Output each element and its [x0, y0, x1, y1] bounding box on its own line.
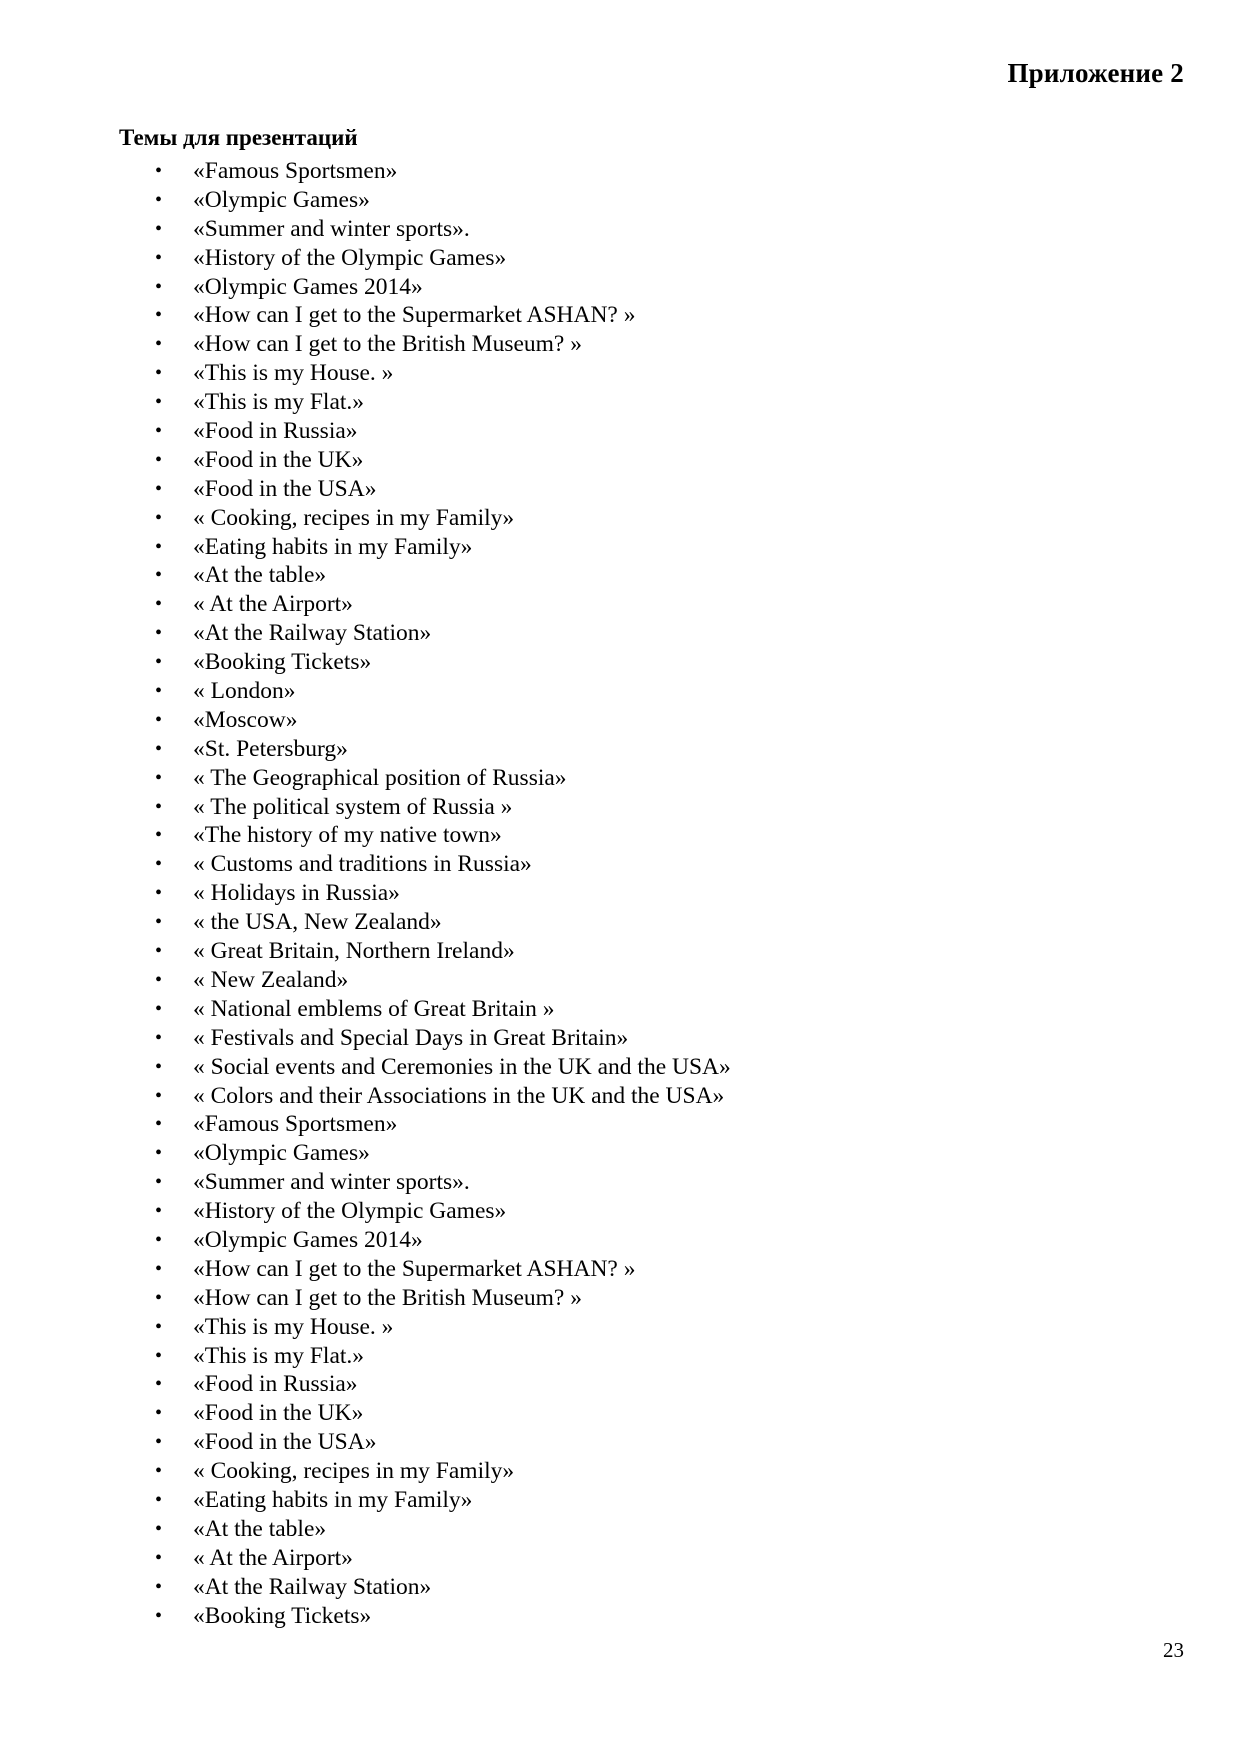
- bullet-icon: •: [155, 362, 163, 385]
- topic-text: «Food in Russia»: [193, 418, 358, 445]
- topic-text: «Famous Sportsmen»: [193, 158, 398, 184]
- bullet-icon: •: [155, 246, 163, 269]
- topic-text: «Summer and winter sports».: [193, 1169, 470, 1196]
- topic-text: «Food in the UK»: [193, 1400, 364, 1427]
- topic-text: «This is my House. »: [193, 360, 394, 387]
- topic-text: «Food in Russia»: [193, 1371, 358, 1398]
- topic-text: «At the Railway Station»: [193, 1573, 432, 1600]
- topic-text: « The Geographical position of Russia»: [193, 764, 567, 791]
- bullet-icon: •: [155, 795, 163, 818]
- bullet-icon: •: [155, 1460, 163, 1483]
- bullet-icon: •: [155, 1546, 163, 1569]
- topic-text: «The history of my native town»: [193, 822, 502, 849]
- topic-text: «Olympic Games 2014»: [193, 273, 423, 300]
- topic-text: «Famous Sportsmen»: [193, 1111, 398, 1138]
- bullet-icon: •: [155, 506, 163, 529]
- topic-text: « the USA, New Zealand»: [193, 909, 442, 936]
- topic-text: « Customs and traditions in Russia»: [193, 851, 532, 878]
- bullet-icon: •: [155, 448, 163, 471]
- bullet-icon: •: [155, 1055, 163, 1078]
- bullet-icon: •: [155, 882, 163, 905]
- topic-text: « Social events and Ceremonies in the UK and the USA»: [193, 1053, 731, 1080]
- bullet-icon: •: [155, 1200, 163, 1223]
- bullet-icon: •: [155, 1315, 163, 1338]
- topic-text: « The political system of Russia »: [193, 793, 513, 820]
- topic-text: « Festivals and Special Days in Great Britain»: [193, 1024, 629, 1051]
- topic-text: «St. Petersburg»: [193, 735, 348, 762]
- bullet-icon: •: [155, 940, 163, 963]
- topic-text: «Summer and winter sports».: [193, 215, 470, 242]
- bullet-icon: •: [155, 420, 163, 443]
- bullet-icon: •: [155, 188, 163, 211]
- topic-text: «Food in the UK»: [193, 446, 364, 473]
- bullet-icon: •: [155, 1142, 163, 1165]
- bullet-icon: •: [155, 911, 163, 934]
- bullet-icon: •: [155, 622, 163, 645]
- section-heading: Темы для презентаций: [119, 125, 358, 150]
- topic-text: « London»: [193, 678, 296, 705]
- bullet-icon: •: [155, 275, 163, 298]
- bullet-icon: •: [155, 766, 163, 789]
- topic-text: « Cooking, recipes in my Family»: [193, 1458, 515, 1485]
- bullet-icon: •: [155, 853, 163, 876]
- topic-text: «Booking Tickets»: [193, 1602, 372, 1629]
- topic-text: « Cooking, recipes in my Family»: [193, 504, 515, 531]
- topic-text: «Food in the USA»: [193, 1429, 377, 1456]
- bullet-icon: •: [155, 593, 163, 616]
- topic-text: «How can I get to the British Museum? »: [193, 331, 582, 358]
- bullet-icon: •: [155, 477, 163, 500]
- bullet-icon: •: [155, 1575, 163, 1598]
- bullet-icon: •: [155, 1488, 163, 1511]
- bullet-icon: •: [155, 391, 163, 414]
- topic-text: «Booking Tickets»: [193, 649, 372, 676]
- bullet-icon: •: [155, 1604, 163, 1627]
- topic-text: «How can I get to the British Museum? »: [193, 1284, 582, 1311]
- bullet-icon: •: [155, 737, 163, 760]
- topic-text: «Eating habits in my Family»: [193, 1486, 473, 1513]
- topic-text: «Food in the USA»: [193, 475, 377, 502]
- bullet-icon: •: [155, 708, 163, 731]
- bullet-icon: •: [155, 1084, 163, 1107]
- bullet-icon: •: [155, 1402, 163, 1425]
- bullet-icon: •: [155, 997, 163, 1020]
- bullet-icon: •: [155, 304, 163, 327]
- topic-text: «This is my Flat.»: [193, 1342, 365, 1369]
- topic-text: «This is my House. »: [193, 1313, 394, 1340]
- bullet-icon: •: [155, 564, 163, 587]
- bullet-icon: •: [155, 1113, 163, 1136]
- topic-text: «Eating habits in my Family»: [193, 533, 473, 560]
- topic-text: «At the Railway Station»: [193, 620, 432, 647]
- topic-text: «History of the Olympic Games»: [193, 1198, 507, 1225]
- bullet-icon: •: [155, 824, 163, 847]
- topic-text: « At the Airport»: [193, 591, 353, 618]
- topic-text: «How can I get to the Supermarket ASHAN? »: [193, 1255, 636, 1282]
- topic-text: « National emblems of Great Britain »: [193, 995, 555, 1022]
- bullet-icon: •: [155, 1286, 163, 1309]
- bullet-icon: •: [155, 535, 163, 558]
- topic-text: «Moscow»: [193, 706, 298, 733]
- topic-text: «At the table»: [193, 562, 327, 589]
- appendix-label: Приложение 2: [1007, 58, 1184, 88]
- bullet-icon: •: [155, 1431, 163, 1454]
- topic-text: « Great Britain, Northern Ireland»: [193, 938, 515, 965]
- bullet-icon: •: [155, 1373, 163, 1396]
- topic-text: «History of the Olympic Games»: [193, 244, 507, 271]
- topic-text: « At the Airport»: [193, 1544, 353, 1571]
- bullet-icon: •: [155, 1171, 163, 1194]
- bullet-icon: •: [155, 968, 163, 991]
- page-number: 23: [1163, 1638, 1184, 1662]
- bullet-icon: •: [155, 1026, 163, 1049]
- topic-text: « New Zealand»: [193, 966, 349, 993]
- bullet-icon: •: [155, 160, 163, 182]
- topic-text: «How can I get to the Supermarket ASHAN? »: [193, 302, 636, 329]
- bullet-icon: •: [155, 217, 163, 240]
- topic-text: « Colors and their Associations in the UK and the USA»: [193, 1082, 725, 1109]
- topic-text: «Olympic Games»: [193, 1140, 370, 1167]
- bullet-icon: •: [155, 680, 163, 703]
- topic-text: «At the table»: [193, 1515, 327, 1542]
- bullet-icon: •: [155, 651, 163, 674]
- topic-text: «This is my Flat.»: [193, 389, 365, 416]
- bullet-icon: •: [155, 1257, 163, 1280]
- topic-text: «Olympic Games»: [193, 186, 370, 213]
- topic-text: «Olympic Games 2014»: [193, 1226, 423, 1253]
- topic-text: « Holidays in Russia»: [193, 880, 400, 907]
- bullet-icon: •: [155, 1517, 163, 1540]
- bullet-icon: •: [155, 1228, 163, 1251]
- bullet-icon: •: [155, 1344, 163, 1367]
- bullet-icon: •: [155, 333, 163, 356]
